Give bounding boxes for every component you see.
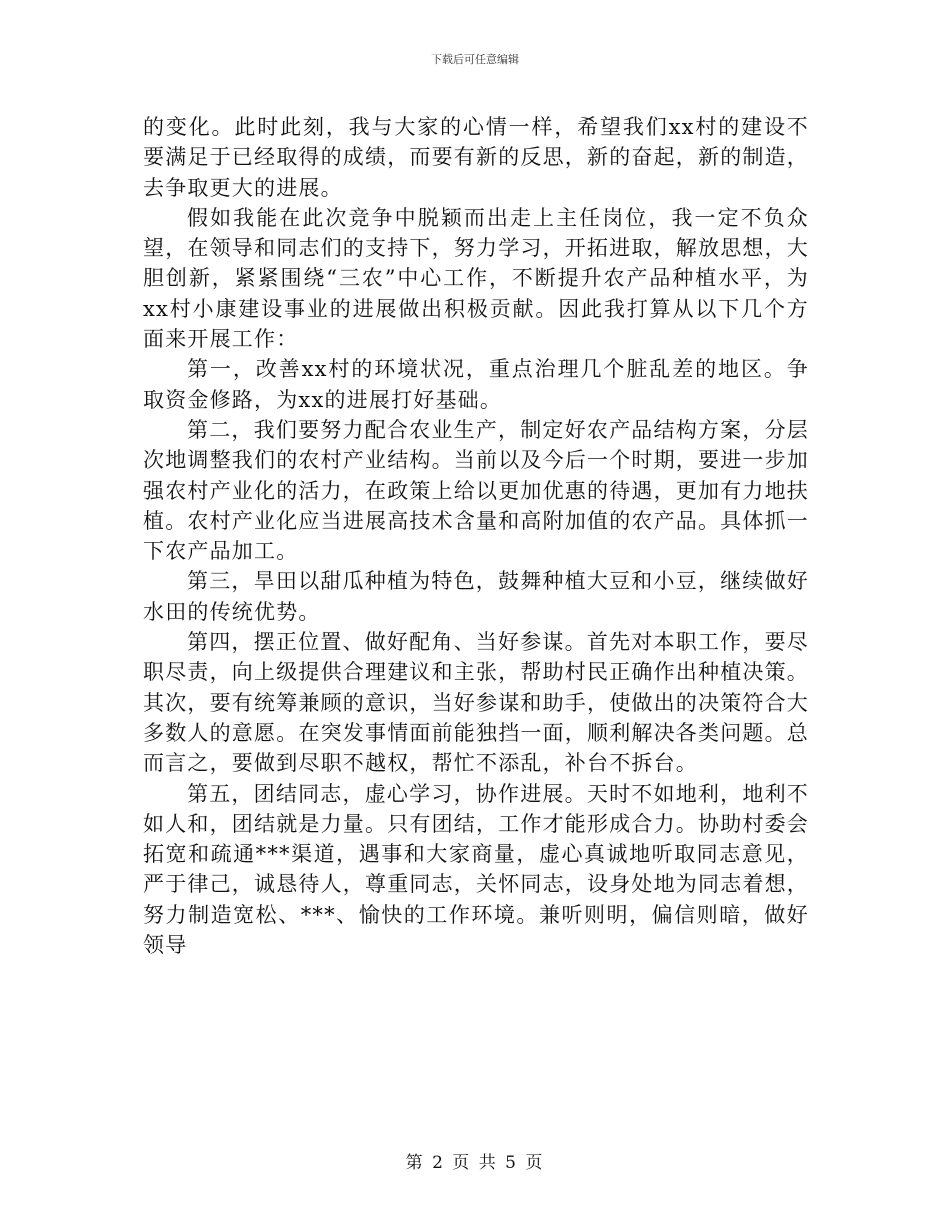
- paragraph-point-1: 第一，改善xx村的环境状况，重点治理几个脏乱差的地区。争取资金修路，为xx的进展打好基础。: [143, 357, 809, 412]
- paragraph-intent: 假如我能在此次竞争中脱颖而出走上主任岗位，我一定不负众望，在领导和同志们的支持下，努力学习，开拓进取，解放思想，大胆创新，紧紧围绕“三农”中心工作，不断提升农产品种植水平，为xx村小康建设事业的进展做出积极贡献。因此我打算从以下几个方面来开展工作：: [143, 205, 809, 352]
- paragraph-point-4: 第四，摆正位置、做好配角、当好参谋。首先对本职工作，要尽职尽责，向上级提供合理建议和主张，帮助村民正确作出种植决策。其次，要有统筹兼顾的意识，当好参谋和助手，使做出的决策符合大多数人的意愿。在突发事情面前能独挡一面，顺利解决各类问题。总而言之，要做到尽职不越权，帮忙不添乱，补台不拆台。: [143, 630, 809, 776]
- page-header: 下载后可任意编辑: [431, 53, 519, 66]
- paragraph-continuation: 的变化。此时此刻，我与大家的心情一样，希望我们xx村的建设不要满足于已经取得的成绩，而要有新的反思，新的奋起，新的制造，去争取更大的进展。: [143, 115, 809, 200]
- page-number: 第 2 页 共 5 页: [405, 1153, 545, 1173]
- paragraph-point-2: 第二，我们要努力配合农业生产，制定好农产品结构方案，分层次地调整我们的农村产业结构。当前以及今后一个时期，要进一步加强农村产业化的活力，在政策上给以更加优惠的待遇，更加有力地扶植。农村产业化应当进展高技术含量和高附加值的农产品。具体抓一下农产品加工。: [143, 417, 809, 564]
- paragraph-point-5: 第五，团结同志，虚心学习，协作进展。天时不如地利，地利不如人和，团结就是力量。只有团结，工作才能形成合力。协助村委会拓宽和疏通***渠道，遇事和大家商量，虚心真诚地听取同志意见，严于律己，诚恳待人，尊重同志，关怀同志，设身处地为同志着想，努力制造宽松、***、愉快的工作环境。兼听则明，偏信则暗，做好领导: [143, 781, 809, 958]
- document-body: [143, 112, 809, 960]
- paragraph-point-3: 第三，旱田以甜瓜种植为特色，鼓舞种植大豆和小豆，继续做好水田的传统优势。: [143, 569, 809, 624]
